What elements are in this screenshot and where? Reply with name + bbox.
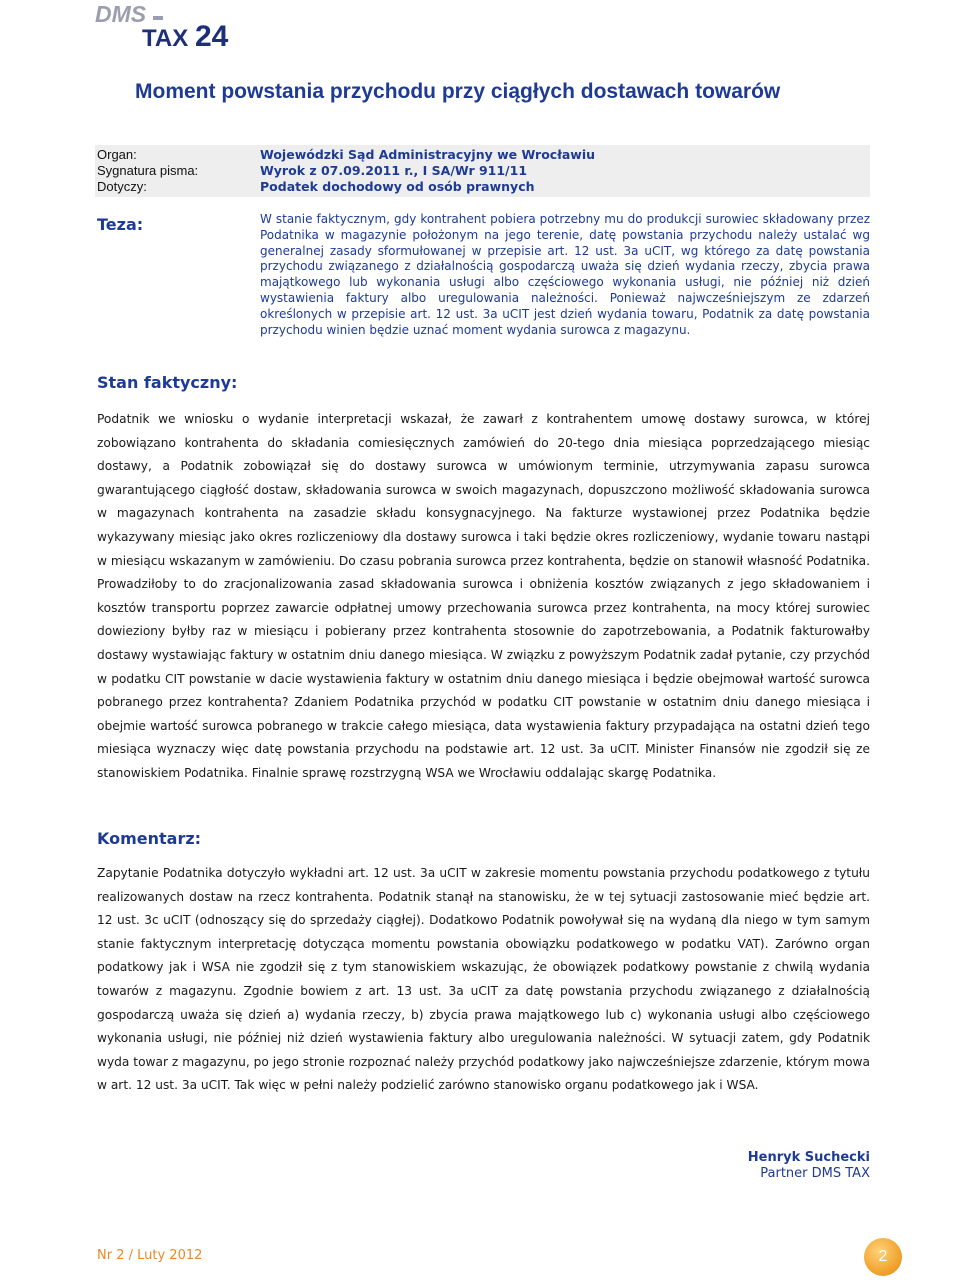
komentarz-text: Zapytanie Podatnika dotyczyło wykładni art. 12 ust. 3a uCIT w zakresie momentu powstania przychodu podatkowego z tytułu realizowanych dostaw na rzecz kontrahenta. Podatnik stanął na stanowisku, że w tej sytuacji zastosowanie mieć będzie art. 12 ust. 3c uCIT (odnoszący się do sprzedaży ciągłej). Dodatkowo Podatnik powoływał się na wydaną dla niego w tym samym stanie faktycznym interpretację dotycząca momentu powstania obowiązku podatkowego w podatku VAT). Zarówno organ podatkowy jak i WSA nie zgodził się z tym stanowiskiem wskazując, że obowiązek podatkowy powstanie z chwilą wydania towarów z magazynu. Zgodnie bowiem z art. 13 ust. 3a uCIT za datę powstania przychodu związanego z działalnością gospodarczą uważa się dzień a) wydania rzeczy, b) zbycia prawa majątkowego lub c) wykonania usługi albo częściowego wykonania usługi, nie później niż dzień wystawienia faktury albo uregulowania należności. W sytuacji zatem, gdy Podatnik wyda towar z magazynu, po jego stronie rozpoznać należy przychód podatkowy jako najwcześniejsze zdarzenie, którym mowa w art. 12 ust. 3a uCIT. Tak więc w pełni należy podzielić zarówno stanowisko organu podatkowego jak i WSA. [97, 866, 870, 1093]
meta-block [95, 145, 870, 197]
logo-text-bottom: TAX [142, 25, 189, 50]
teza-text: W stanie faktycznym, gdy kontrahent pobiera potrzebny mu do produkcji surowiec składowany przez Podatnika w magazynie położonym na jego terenie, datę powstania przychodu należy ustalać wg generalnej zasady sformułowanej w przepisie art. 12 ust. 3a uCIT, wg którego za datę powstania przychodu związanego z działalnością gospodarczą uważa się dzień wydania rzeczy, zbycia prawa majątkowego lub wykonania usługi albo częściowego wykonania usługi, nie później niż dzień wystawienia faktury albo uregulowania należności. Ponieważ najwcześniejszym ze zdarzeń określonych w przepisie art. 12 ust. 3a uCIT jest dzień wydania towaru, Podatnik za datę powstania przychodu winien będzie uznać moment wydania surowca z magazynu. [260, 212, 870, 337]
dms-tax24-logo [95, 2, 255, 50]
stan-faktyczny-heading: Stan faktyczny: [97, 373, 238, 392]
meta-value: Wojewódzki Sąd Administracyjny we Wrocławiu [260, 147, 596, 162]
meta-label: Sygnatura pisma: [97, 163, 199, 178]
meta-row-subject [95, 179, 870, 196]
logo-text-top: DMS [95, 2, 147, 27]
stan-faktyczny-text: Podatnik we wniosku o wydanie interpretacji wskazał, że zawarł z kontrahentem umowę dostawy surowca, w której zobowiązano kontrahenta do składania comiesięcznych zamówień do 20-tego dnia miesiąca poprzedzającego miesiąc dostawy, a Podatnik zobowiązał się do dostawy surowca w umówionym terminie, utrzymywania zapasu surowca gwarantującego ciągłość dostaw, składowania surowca w swoich magazynach, dopuszczono możliwość składowania surowca w magazynach kontrahenta na zasadzie składu konsygnacyjnego. Na fakturze wystawionej przez Podatnika będzie wykazywany miesiąc jako okres rozliczeniowy dla dostawy surowca i taki będzie okres rozliczeniowy, wydanie towaru nastąpi w miesiącu wskazanym w zamówieniu. Do czasu pobrania surowca przez kontrahenta, będzie on stanowił własność Podatnika. Prowadziłoby to do zracjonalizowania zasad składowania surowca i obniżenia kosztów związanych z jego składowaniem i kosztów transportu poprzez zawarcie odpłatnej umowy przechowania surowca przez kontrahenta, na mocy której surowiec dowieziony byłby raz w miesiącu i pobierany przez kontrahenta stosownie do zapotrzebowania, a Podatnik fakturowałby dostawy wystawiając faktury w ostatnim dniu danego miesiąca. W związku z powyższym Podatnik zadał pytanie, czy przychód w podatku CIT powstanie w dacie wystawienia faktury w ostatnim dniu danego miesiąca i będzie obejmował wartość surowca pobranego przez kontrahenta? Zdaniem Podatnika przychód w podatku CIT powstanie w ostatnim dniu danego miesiąca i obejmie wartość surowca pobranego w trakcie całego miesiąca, data wystawienia faktury przypadająca na ostatni dzień tego miesiąca wyznaczy więc datę powstania przychodu na podstawie art. 12 ust. 3a uCIT. Minister Finansów nie zgodził się ze stanowiskiem Podatnika. Finalnie sprawę rozstrzygną WSA we Wrocławiu oddalając skargę Podatnika. [97, 412, 870, 780]
meta-row-organ [95, 147, 870, 164]
meta-value: Podatek dochodowy od osób prawnych [260, 179, 535, 194]
komentarz-heading: Komentarz: [97, 829, 202, 848]
meta-value: Wyrok z 07.09.2011 r., I SA/Wr 911/11 [260, 163, 528, 178]
signature-role: Partner DMS TAX [760, 1166, 870, 1181]
logo-graphic [95, 2, 255, 50]
signature [748, 1150, 870, 1182]
meta-row-signature [95, 163, 870, 180]
issue-number: Nr 2 / Luty 2012 [97, 1248, 203, 1263]
meta-label: Organ: [97, 147, 137, 162]
logo-dash [153, 16, 163, 20]
logo-number: 24 [195, 20, 229, 50]
page-number-badge: 2 [864, 1238, 902, 1276]
meta-label: Dotyczy: [97, 179, 147, 194]
signature-name: Henryk Suchecki [747, 1150, 870, 1165]
document-title: Moment powstania przychodu przy ciągłych dostawach towarów [135, 80, 781, 103]
teza-heading: Teza: [97, 215, 144, 234]
